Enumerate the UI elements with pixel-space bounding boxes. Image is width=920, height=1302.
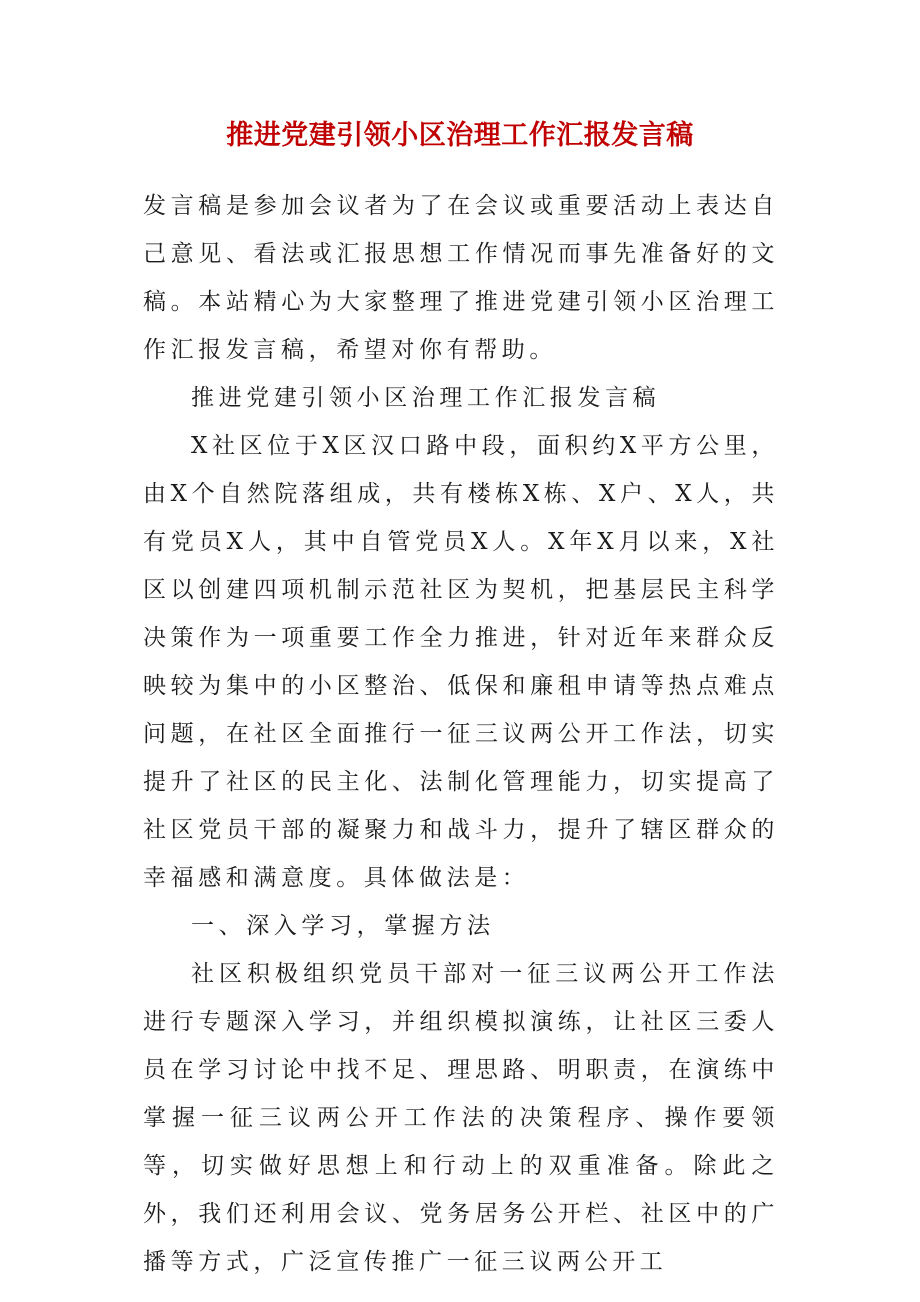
paragraph-intro: 发言稿是参加会议者为了在会议或重要活动上表达自己意见、看法或汇报思想工作情况而事先准备好的文稿。本站精心为大家整理了推进党建引领小区治理工作汇报发言稿，希望对你有帮助。: [143, 193, 779, 363]
paragraph-section-1: 社区积极组织党员干部对一征三议两公开工作法进行专题深入学习，并组织模拟演练，让社区三委人员在学习讨论中找不足、理思路、明职责，在演练中掌握一征三议两公开工作法的决策程序、操作要领等，切实做好思想上和行动上的双重准备。除此之外，我们还利用会议、党务居务公开栏、社区中的广播等方式，广泛宣传推广一征三议两公开工: [143, 961, 779, 1275]
document-body: [143, 182, 779, 1286]
paragraph-subtitle: 推进党建引领小区治理工作汇报发言稿: [191, 385, 661, 411]
document-title: 推进党建引领小区治理工作汇报发言稿: [226, 120, 694, 151]
section-heading-1: 一、深入学习，掌握方法: [191, 913, 495, 939]
paragraph-community-overview: X社区位于X区汉口路中段，面积约X平方公里，由X个自然院落组成，共有楼栋X栋、X户、X人，共有党员X人，其中自管党员X人。X年X月以来，X社区以创建四项机制示范社区为契机，把基层民主科学决策作为一项重要工作全力推进，针对近年来群众反映较为集中的小区整治、低保和廉租申请等热点难点问题，在社区全面推行一征三议两公开工作法，切实提升了社区的民主化、法制化管理能力，切实提高了社区党员干部的凝聚力和战斗力，提升了辖区群众的幸福感和满意度。具体做法是：: [143, 433, 779, 891]
